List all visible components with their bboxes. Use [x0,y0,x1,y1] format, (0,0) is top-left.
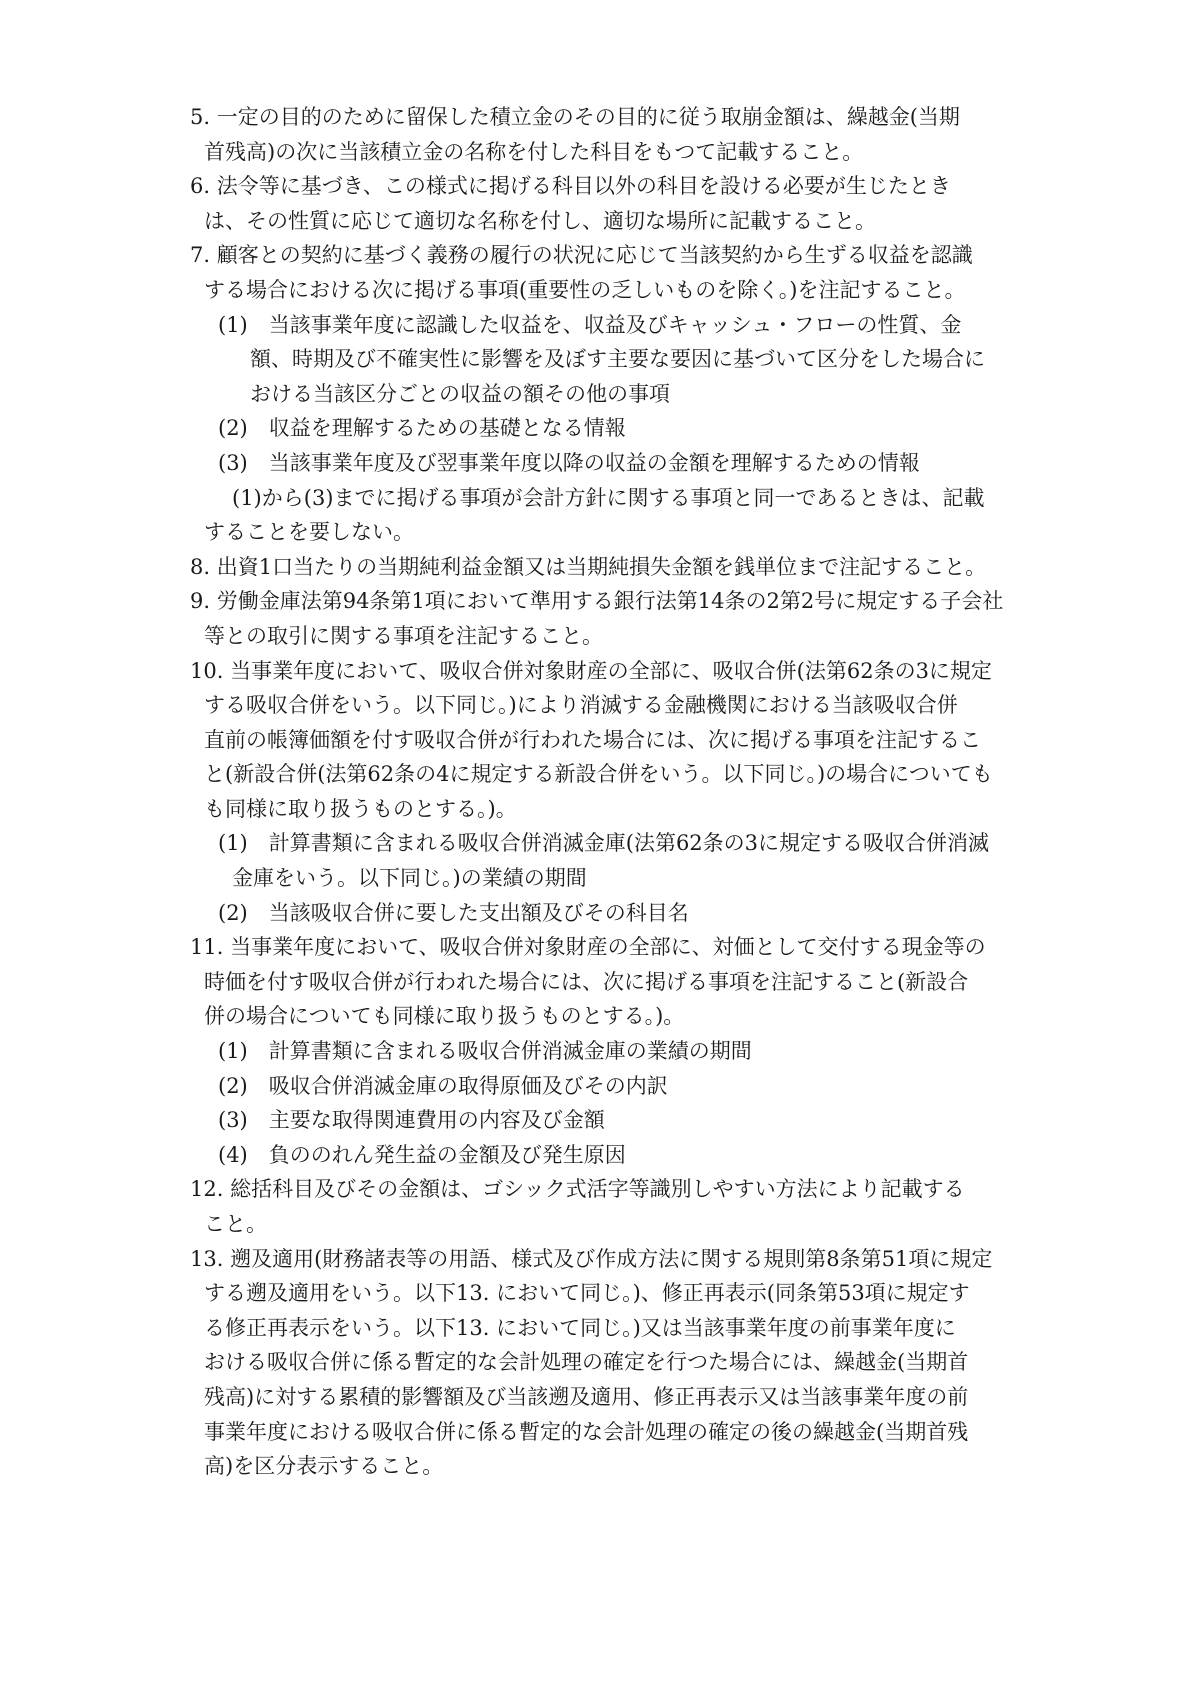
text-line: は、その性質に応じて適切な名称を付し、適切な場所に記載すること。 [204,208,876,233]
note-item-11 [190,930,1020,1172]
note-item-6 [190,169,1020,238]
text-line: 6. 法令等に基づき、この様式に掲げる科目以外の科目を設ける必要が生じたとき [190,174,951,199]
text-line: 金庫をいう。以下同じ。)の業績の期間 [232,866,587,891]
text-line: と(新設合併(法第62条の4に規定する新設合併をいう。以下同じ。)の場合についても [204,762,993,787]
sub-item-3: (3) 当該事業年度及び翌事業年度以降の収益の金額を理解するための情報 [218,450,920,475]
sub-item-4: (4) 負ののれん発生益の金額及び発生原因 [218,1142,626,1167]
text-line: 併の場合についても同様に取り扱うものとする。)。 [204,1004,685,1029]
text-line: こと。 [204,1212,267,1236]
text-line: する遡及適用をいう。以下13. において同じ。)、修正再表示(同条第53項に規定す [204,1281,970,1306]
text-line: 9. 労働金庫法第94条第1項において準用する銀行法第14条の2第2号に規定する子会社 [190,589,1004,614]
text-line: 13. 遡及適用(財務諸表等の用語、様式及び作成方法に関する規則第8条第51項に規定 [190,1246,993,1271]
text-line: 5. 一定の目的のために留保した積立金のその目的に従う取崩金額は、繰越金(当期 [190,105,960,129]
text-line: 残高)に対する累積的影響額及び当該遡及適用、修正再表示又は当該事業年度の前 [204,1384,969,1409]
note-item-10 [190,654,1020,931]
text-line: することを要しない。 [204,520,414,545]
sub-item-1: (1) 計算書類に含まれる吸収合併消滅金庫(法第62条の3に規定する吸収合併消滅 [218,831,990,856]
note-item-13 [190,1242,1020,1484]
text-line: 11. 当事業年度において、吸収合併対象財産の全部に、対価として交付する現金等の [190,935,986,960]
text-line: 12. 総括科目及びその金額は、ゴシック式活字等識別しやすい方法により記載する [190,1177,965,1202]
text-line: 額、時期及び不確実性に影響を及ぼす主要な要因に基づいて区分をした場合に [250,347,985,372]
text-line: 時価を付す吸収合併が行われた場合には、次に掲げる事項を注記すること(新設合 [204,969,969,994]
sub-item-1: (1) 計算書類に含まれる吸収合併消滅金庫の業績の期間 [218,1039,752,1064]
sub-item-2: (2) 収益を理解するための基礎となる情報 [218,416,626,441]
text-line: おける当該区分ごとの収益の額その他の事項 [250,381,670,406]
note-text: (1)から(3)までに掲げる事項が会計方針に関する事項と同一であるときは、記載 [232,485,985,510]
text-line: 8. 出資1口当たりの当期純利益金額又は当期純損失金額を銭単位まで注記すること。 [190,554,987,579]
text-line: 事業年度における吸収合併に係る暫定的な会計処理の確定の後の繰越金(当期首残 [204,1419,969,1444]
sub-item-3: (3) 主要な取得関連費用の内容及び金額 [218,1108,605,1133]
sub-item-1: (1) 当該事業年度に認識した収益を、収益及びキャッシュ・フローの性質、金 [218,312,962,337]
notes-list [190,100,1020,1484]
note-item-8 [190,550,1020,585]
text-line: 高)を区分表示すること。 [204,1454,444,1479]
note-item-7 [190,238,1020,549]
text-line: する吸収合併をいう。以下同じ。)により消滅する金融機関における当該吸収合併 [204,693,958,718]
note-item-9 [190,584,1020,653]
text-line: 等との取引に関する事項を注記すること。 [204,623,603,648]
text-line: する場合における次に掲げる事項(重要性の乏しいものを除く。)を注記すること。 [204,277,966,302]
note-item-5 [190,100,1020,169]
text-line: 首残高)の次に当該積立金の名称を付した科目をもつて記載すること。 [204,139,864,164]
text-line: 直前の帳簿価額を付す吸収合併が行われた場合には、次に掲げる事項を注記するこ [204,727,981,752]
sub-item-2: (2) 当該吸収合併に要した支出額及びその科目名 [218,900,689,925]
sub-item-2: (2) 吸収合併消滅金庫の取得原価及びその内訳 [218,1073,668,1098]
note-item-12 [190,1172,1020,1241]
text-line: おける吸収合併に係る暫定的な会計処理の確定を行つた場合には、繰越金(当期首 [204,1350,969,1375]
text-line: 10. 当事業年度において、吸収合併対象財産の全部に、吸収合併(法第62条の3に規定 [190,658,992,683]
text-line: も同様に取り扱うものとする。)。 [204,796,517,821]
text-line: 7. 顧客との契約に基づく義務の履行の状況に応じて当該契約から生ずる収益を認識 [190,243,973,268]
text-line: る修正再表示をいう。以下13. において同じ。)又は当該事業年度の前事業年度に [204,1315,956,1340]
